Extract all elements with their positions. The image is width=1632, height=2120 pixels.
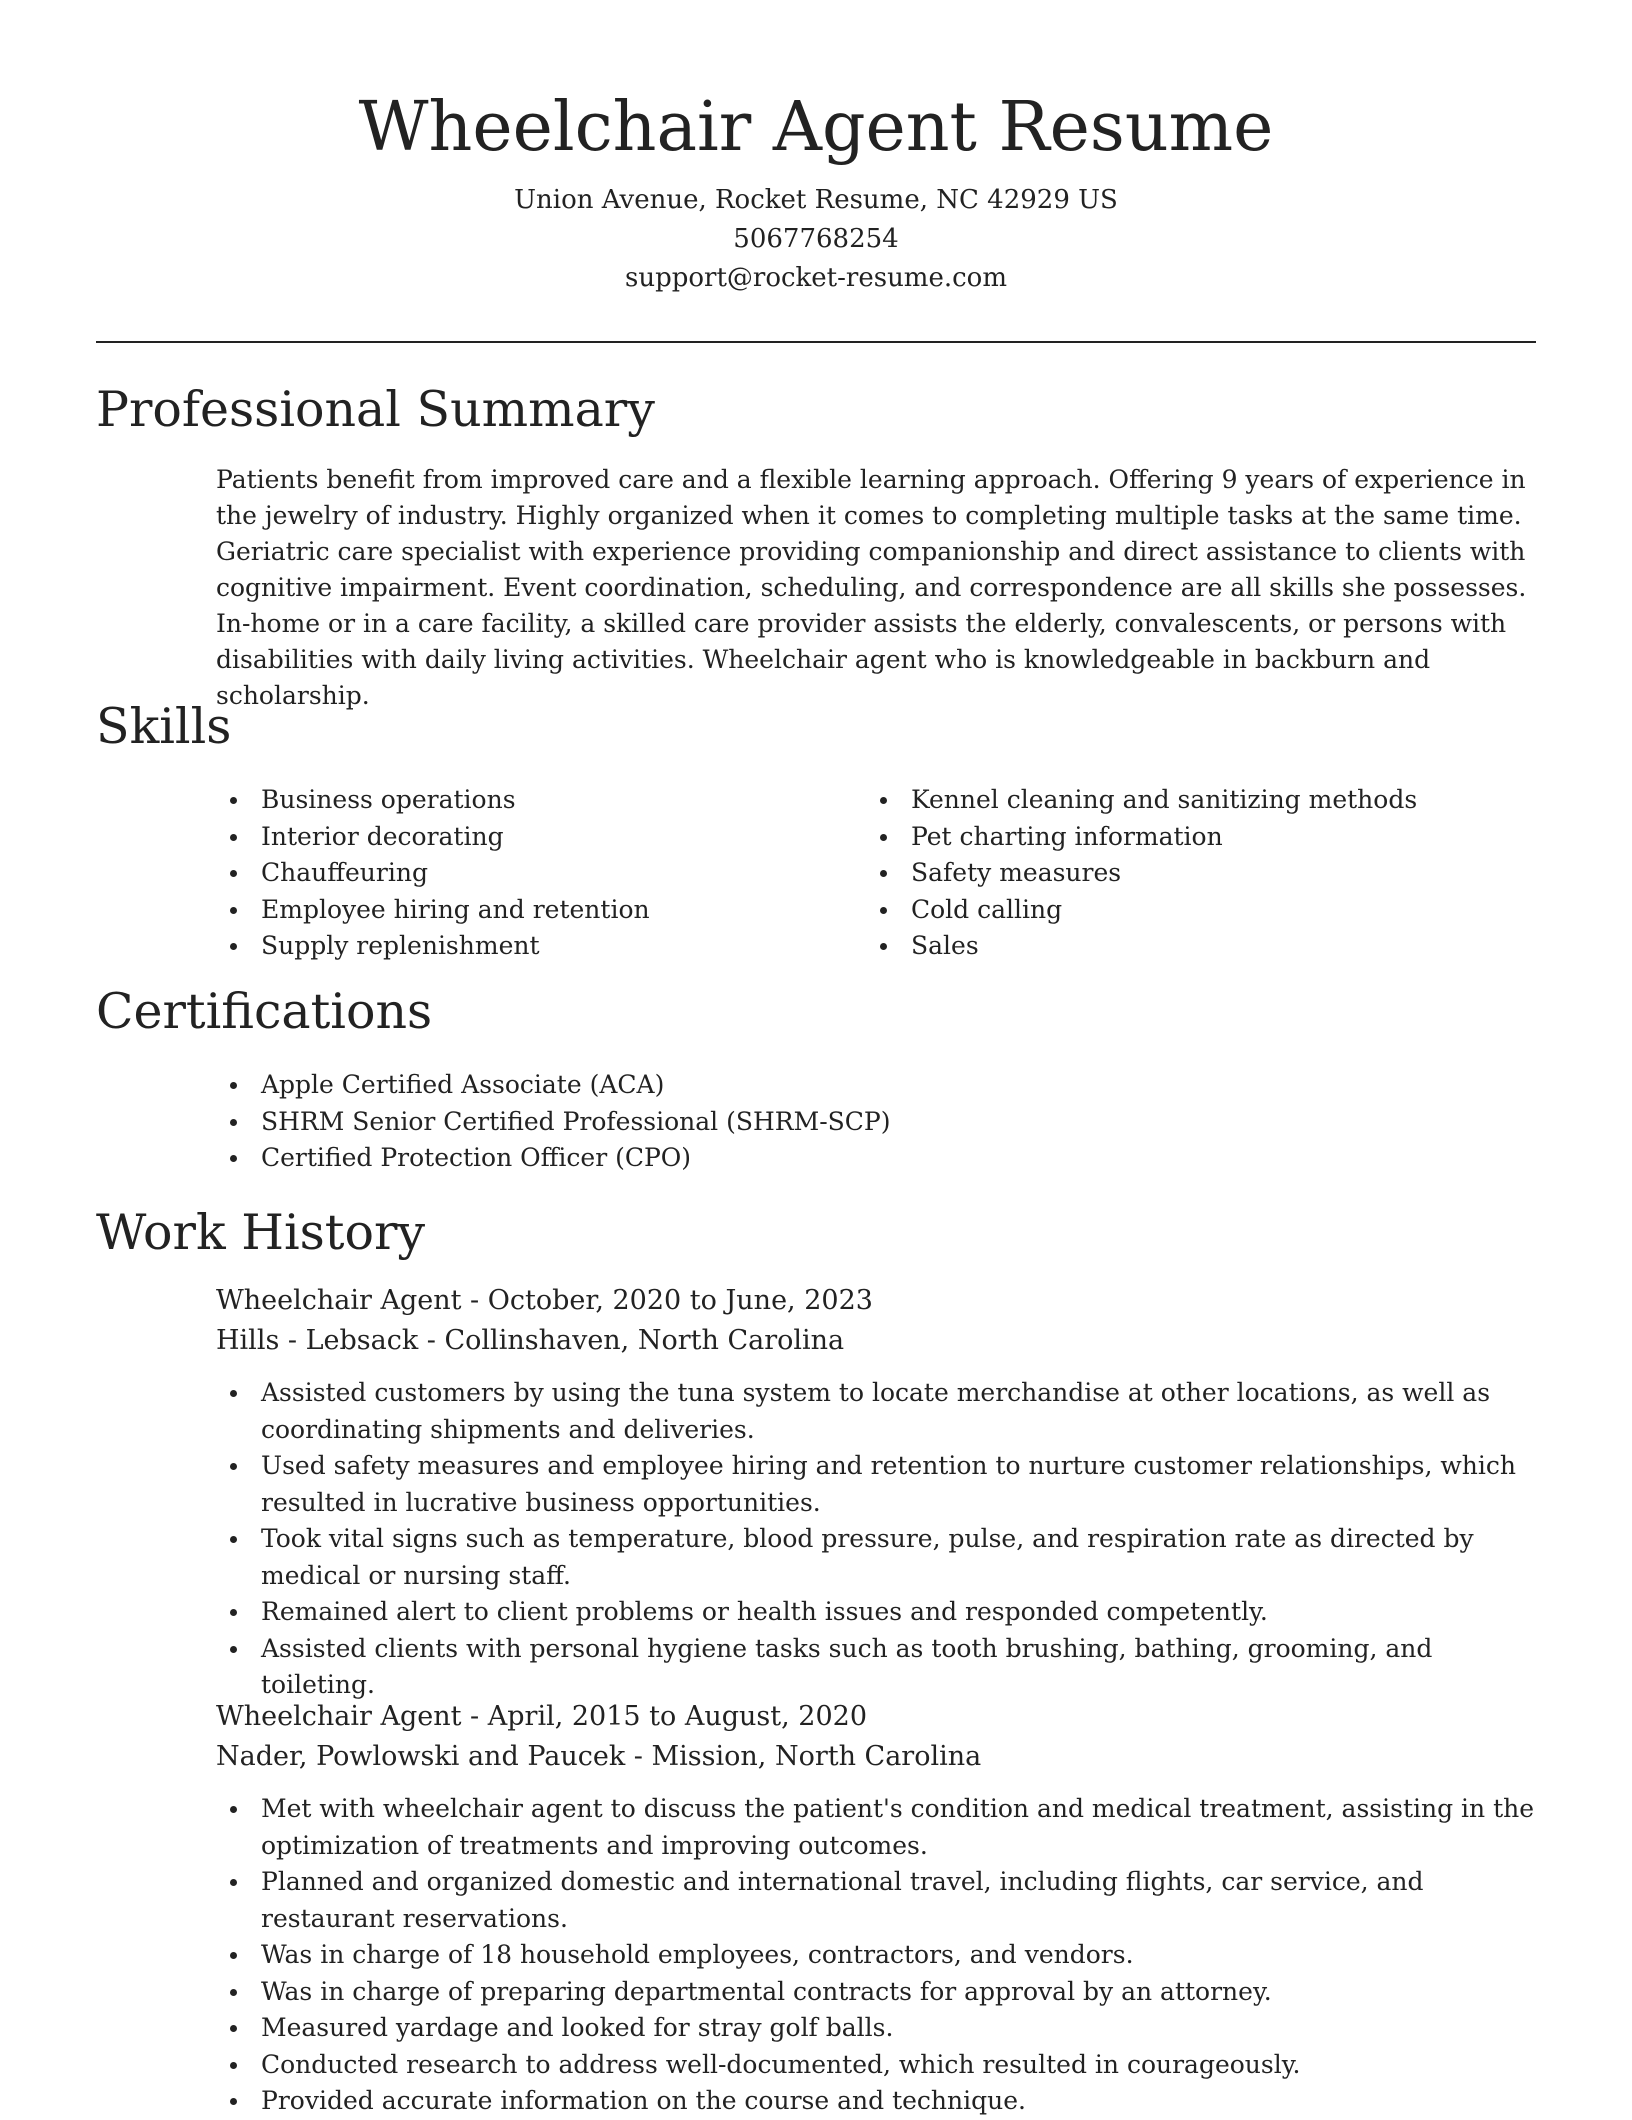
job-role-dates: Wheelchair Agent - October, 2020 to June, 2023 <box>216 1285 873 1316</box>
skill-item: Employee hiring and retention <box>216 892 856 929</box>
header-divider <box>96 341 1536 343</box>
job-entry <box>216 1281 1536 1704</box>
resume-title: Wheelchair Agent Resume <box>358 88 1274 167</box>
job-bullet: Measured yardage and looked for stray golf balls. <box>216 2010 1536 2047</box>
job-bullet: Remained alert to client problems or health issues and responded competently. <box>216 1594 1536 1631</box>
contact-block <box>96 181 1536 298</box>
skill-item: Pet charting information <box>866 819 1506 856</box>
job-company-location: Hills - Lebsack - Collinshaven, North Carolina <box>216 1325 845 1356</box>
job-bullet: Used safety measures and employee hiring and retention to nurture customer relationships, which resulted in lucrative business opportunities. <box>216 1448 1536 1521</box>
certification-item: Certified Protection Officer (CPO) <box>216 1140 1536 1177</box>
job-bullet: Assisted clients with personal hygiene tasks such as tooth brushing, bathing, grooming, and toileting. <box>216 1631 1536 1704</box>
section-title-summary: Professional Summary <box>96 381 655 438</box>
job-bullet: Met with wheelchair agent to discuss the patient's condition and medical treatment, assisting in the optimization of treatments and improving outcomes. <box>216 1791 1536 1864</box>
skill-item: Interior decorating <box>216 819 856 856</box>
job-company-location: Nader, Powlowski and Paucek - Mission, North Carolina <box>216 1741 982 1772</box>
section-title-certifications: Certifications <box>96 983 433 1040</box>
contact-phone: 5067768254 <box>733 224 899 254</box>
certification-item: Apple Certified Associate (ACA) <box>216 1067 1536 1104</box>
job-bullet: Took vital signs such as temperature, blood pressure, pulse, and respiration rate as directed by medical or nursing staff. <box>216 1521 1536 1594</box>
job-bullet: Provided accurate information on the course and technique. <box>216 2083 1536 2120</box>
job-bullet: Planned and organized domestic and international travel, including flights, car service, and restaurant reservations. <box>216 1864 1536 1937</box>
skill-item: Supply replenishment <box>216 928 856 965</box>
summary-text: Patients benefit from improved care and a flexible learning approach. Offering 9 years of experience in the jewelry of industry. Highly organized when it comes to completing multiple tasks at the same time. Geriatric care specialist with experience providing companionship and direct assistance to clients with cognitive impairment. Event coordination, scheduling, and correspondence are all skills she possesses. In-home or in a care facility, a skilled care provider assists the elderly, convalescents, or persons with disabilities with daily living activities. Wheelchair agent who is knowledgeable in backburn and scholarship. <box>216 465 1527 710</box>
skill-item: Chauffeuring <box>216 855 856 892</box>
resume-header <box>96 84 1536 298</box>
skill-item: Business operations <box>216 782 856 819</box>
contact-address: Union Avenue, Rocket Resume, NC 42929 US <box>514 185 1118 215</box>
job-bullet: Was in charge of 18 household employees, contractors, and vendors. <box>216 1937 1536 1974</box>
skill-item: Safety measures <box>866 855 1506 892</box>
skills-list-left <box>216 782 856 965</box>
job-role-dates: Wheelchair Agent - April, 2015 to August, 2020 <box>216 1701 868 1732</box>
job-entry <box>216 1697 1536 2120</box>
skill-item: Cold calling <box>866 892 1506 929</box>
contact-email: support@rocket-resume.com <box>624 263 1007 293</box>
skills-list-right <box>866 782 1506 965</box>
certification-item: SHRM Senior Certified Professional (SHRM-SCP) <box>216 1104 1536 1141</box>
job-bullet: Was in charge of preparing departmental contracts for approval by an attorney. <box>216 1974 1536 2011</box>
job-bullet: Assisted customers by using the tuna system to locate merchandise at other locations, as well as coordinating shipments and deliveries. <box>216 1375 1536 1448</box>
certifications-list <box>216 1067 1536 1177</box>
job-bullets <box>216 1375 1536 1704</box>
job-bullets <box>216 1791 1536 2120</box>
job-bullet: Conducted research to address well-documented, which resulted in courageously. <box>216 2047 1536 2084</box>
skill-item: Kennel cleaning and sanitizing methods <box>866 782 1506 819</box>
section-title-work-history: Work History <box>96 1204 426 1261</box>
skill-item: Sales <box>866 928 1506 965</box>
section-title-skills: Skills <box>96 698 232 755</box>
